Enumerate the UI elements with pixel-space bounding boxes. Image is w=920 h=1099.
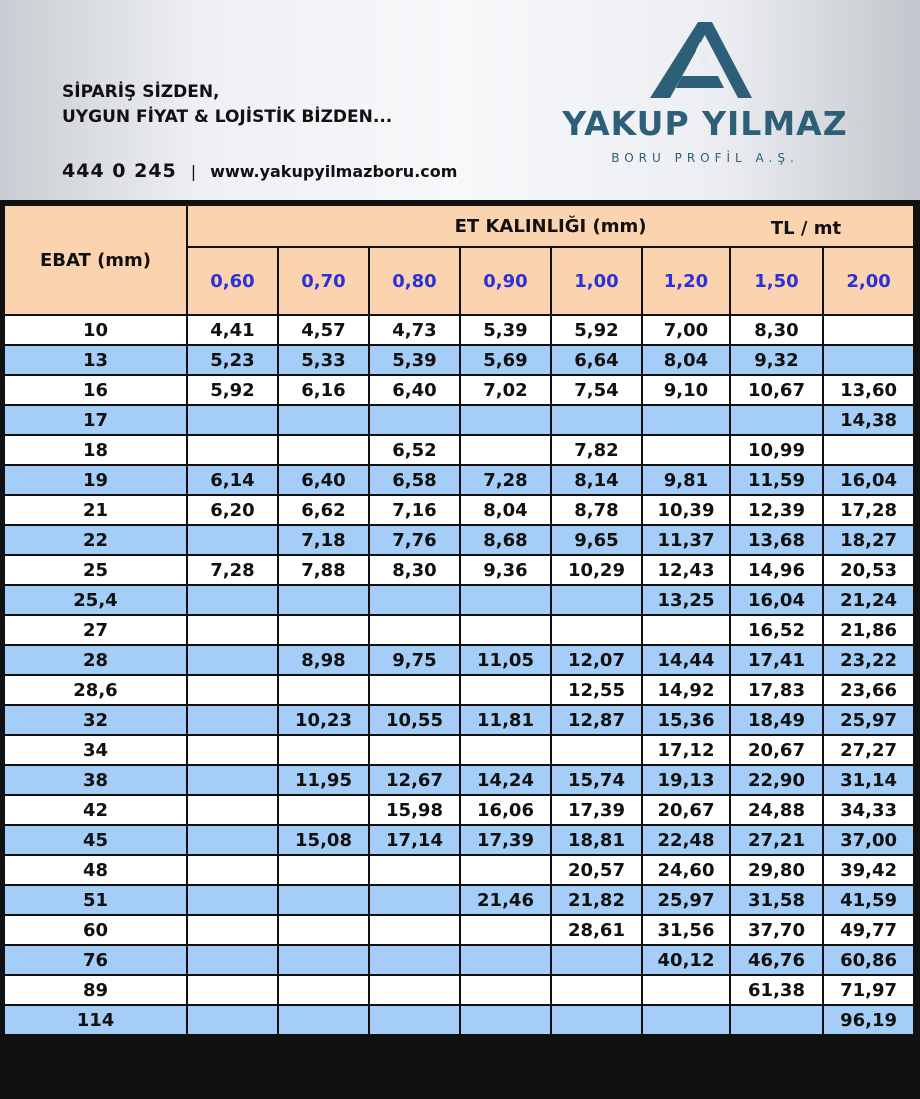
price-cell: 7,28 (187, 555, 278, 585)
price-cell: 7,00 (642, 315, 730, 345)
price-cell (187, 435, 278, 465)
price-cell: 6,40 (278, 465, 369, 495)
thickness-header-cell: 0,80 (369, 247, 460, 315)
price-cell: 6,14 (187, 465, 278, 495)
price-cell (369, 915, 460, 945)
price-cell (187, 405, 278, 435)
price-cell: 19,13 (642, 765, 730, 795)
price-cell: 7,82 (551, 435, 642, 465)
price-cell: 40,12 (642, 945, 730, 975)
price-cell: 5,92 (187, 375, 278, 405)
price-cell: 11,95 (278, 765, 369, 795)
price-table-frame (0, 200, 920, 1099)
price-cell: 31,56 (642, 915, 730, 945)
table-row (4, 465, 914, 495)
table-row (4, 585, 914, 615)
price-cell (187, 975, 278, 1005)
price-cell: 14,92 (642, 675, 730, 705)
size-cell: 45 (4, 825, 187, 855)
price-cell: 10,55 (369, 705, 460, 735)
price-cell: 60,86 (823, 945, 914, 975)
table-row (4, 525, 914, 555)
price-cell (187, 885, 278, 915)
price-cell: 17,12 (642, 735, 730, 765)
price-cell (278, 405, 369, 435)
price-cell: 10,29 (551, 555, 642, 585)
price-cell (278, 1005, 369, 1035)
price-cell: 4,57 (278, 315, 369, 345)
price-cell: 6,40 (369, 375, 460, 405)
table-row (4, 795, 914, 825)
price-cell: 12,55 (551, 675, 642, 705)
price-cell: 8,68 (460, 525, 551, 555)
price-cell (460, 1005, 551, 1035)
price-cell: 17,39 (551, 795, 642, 825)
price-cell (278, 615, 369, 645)
price-cell: 8,78 (551, 495, 642, 525)
price-cell (369, 405, 460, 435)
price-cell: 20,57 (551, 855, 642, 885)
size-column-header: EBAT (mm) (4, 205, 187, 315)
price-cell (369, 585, 460, 615)
price-cell (460, 435, 551, 465)
unit-header-label: TL / mt (770, 218, 842, 239)
price-cell: 17,14 (369, 825, 460, 855)
price-cell: 61,38 (730, 975, 823, 1005)
price-cell: 9,10 (642, 375, 730, 405)
price-cell (187, 765, 278, 795)
size-cell: 60 (4, 915, 187, 945)
table-row (4, 645, 914, 675)
price-cell (642, 405, 730, 435)
price-cell: 34,33 (823, 795, 914, 825)
price-cell: 12,87 (551, 705, 642, 735)
price-cell: 13,60 (823, 375, 914, 405)
size-cell: 22 (4, 525, 187, 555)
price-cell (187, 915, 278, 945)
price-cell (460, 735, 551, 765)
price-cell: 9,65 (551, 525, 642, 555)
price-cell: 31,14 (823, 765, 914, 795)
price-cell: 18,81 (551, 825, 642, 855)
price-cell (551, 615, 642, 645)
price-cell: 6,20 (187, 495, 278, 525)
price-cell: 11,59 (730, 465, 823, 495)
price-cell: 4,41 (187, 315, 278, 345)
price-cell: 15,36 (642, 705, 730, 735)
price-cell: 17,41 (730, 645, 823, 675)
price-cell: 9,81 (642, 465, 730, 495)
price-cell (369, 675, 460, 705)
price-cell (278, 675, 369, 705)
price-cell: 5,33 (278, 345, 369, 375)
price-cell (730, 405, 823, 435)
price-cell: 23,66 (823, 675, 914, 705)
slogan-line-1: SİPARİŞ SİZDEN, (62, 82, 220, 102)
table-header (4, 205, 914, 315)
price-cell: 9,36 (460, 555, 551, 585)
size-cell: 28,6 (4, 675, 187, 705)
price-cell (278, 585, 369, 615)
price-cell (460, 675, 551, 705)
price-cell: 12,43 (642, 555, 730, 585)
price-cell: 12,67 (369, 765, 460, 795)
price-cell (369, 615, 460, 645)
price-cell: 11,05 (460, 645, 551, 675)
price-cell: 20,67 (642, 795, 730, 825)
size-cell: 10 (4, 315, 187, 345)
thickness-header-label: ET KALINLIĞI (mm) (454, 215, 647, 237)
price-cell: 5,92 (551, 315, 642, 345)
table-row (4, 855, 914, 885)
thickness-header (187, 205, 914, 247)
size-cell: 32 (4, 705, 187, 735)
price-cell: 21,24 (823, 585, 914, 615)
price-cell: 5,69 (460, 345, 551, 375)
price-cell (369, 855, 460, 885)
price-cell (187, 525, 278, 555)
price-cell: 7,76 (369, 525, 460, 555)
price-cell: 27,27 (823, 735, 914, 765)
price-cell: 25,97 (823, 705, 914, 735)
price-cell: 11,81 (460, 705, 551, 735)
price-cell: 8,14 (551, 465, 642, 495)
price-cell: 21,46 (460, 885, 551, 915)
thickness-header-cell: 0,90 (460, 247, 551, 315)
price-cell (642, 435, 730, 465)
contact-separator: | (190, 162, 197, 181)
brand-name: YAKUP YILMAZ (562, 104, 848, 143)
table-row (4, 825, 914, 855)
price-cell (551, 735, 642, 765)
thickness-header-cell: 1,20 (642, 247, 730, 315)
table-row (4, 765, 914, 795)
price-cell: 9,32 (730, 345, 823, 375)
price-cell: 5,39 (460, 315, 551, 345)
size-cell: 76 (4, 945, 187, 975)
price-cell: 5,23 (187, 345, 278, 375)
price-cell: 25,97 (642, 885, 730, 915)
price-cell: 14,44 (642, 645, 730, 675)
table-row (4, 975, 914, 1005)
price-cell: 46,76 (730, 945, 823, 975)
price-cell: 7,28 (460, 465, 551, 495)
price-cell: 21,86 (823, 615, 914, 645)
price-cell: 10,23 (278, 705, 369, 735)
price-cell: 21,82 (551, 885, 642, 915)
price-cell: 9,75 (369, 645, 460, 675)
thickness-header-cell: 0,70 (278, 247, 369, 315)
table-row (4, 705, 914, 735)
price-cell: 7,18 (278, 525, 369, 555)
price-cell (460, 975, 551, 1005)
price-cell (187, 645, 278, 675)
price-cell: 8,30 (730, 315, 823, 345)
price-cell (369, 1005, 460, 1035)
price-cell (642, 1005, 730, 1035)
price-table-body (4, 315, 914, 1035)
size-cell: 28 (4, 645, 187, 675)
price-cell: 8,04 (642, 345, 730, 375)
price-cell (369, 975, 460, 1005)
price-cell: 14,38 (823, 405, 914, 435)
price-cell: 24,88 (730, 795, 823, 825)
price-cell (278, 855, 369, 885)
price-cell: 28,61 (551, 915, 642, 945)
price-cell: 37,70 (730, 915, 823, 945)
price-cell: 8,98 (278, 645, 369, 675)
price-cell: 14,24 (460, 765, 551, 795)
price-cell (460, 585, 551, 615)
table-row (4, 945, 914, 975)
price-table (3, 204, 915, 1036)
price-cell (187, 825, 278, 855)
price-cell (730, 1005, 823, 1035)
price-cell: 7,02 (460, 375, 551, 405)
size-cell: 48 (4, 855, 187, 885)
table-row (4, 885, 914, 915)
slogan (62, 80, 392, 130)
size-cell: 21 (4, 495, 187, 525)
table-row (4, 615, 914, 645)
price-cell: 6,52 (369, 435, 460, 465)
price-cell: 16,04 (823, 465, 914, 495)
company-logo-icon (648, 20, 760, 100)
price-cell (551, 585, 642, 615)
price-cell (551, 405, 642, 435)
brand-tagline: BORU PROFİL A.Ş. (611, 151, 799, 165)
table-row (4, 315, 914, 345)
price-cell: 17,83 (730, 675, 823, 705)
price-cell (187, 855, 278, 885)
table-row (4, 495, 914, 525)
size-cell: 114 (4, 1005, 187, 1035)
price-cell: 10,67 (730, 375, 823, 405)
price-cell: 15,08 (278, 825, 369, 855)
price-cell: 71,97 (823, 975, 914, 1005)
price-cell: 16,06 (460, 795, 551, 825)
price-cell: 11,37 (642, 525, 730, 555)
table-row (4, 675, 914, 705)
price-cell: 16,04 (730, 585, 823, 615)
price-cell (187, 615, 278, 645)
thickness-header-cell: 1,50 (730, 247, 823, 315)
price-cell: 22,48 (642, 825, 730, 855)
price-cell: 49,77 (823, 915, 914, 945)
price-cell: 22,90 (730, 765, 823, 795)
price-cell: 4,73 (369, 315, 460, 345)
size-cell: 25 (4, 555, 187, 585)
table-row (4, 555, 914, 585)
price-cell (551, 945, 642, 975)
price-cell (369, 885, 460, 915)
price-cell: 18,27 (823, 525, 914, 555)
price-cell: 24,60 (642, 855, 730, 885)
price-cell: 12,39 (730, 495, 823, 525)
price-cell: 12,07 (551, 645, 642, 675)
price-cell (278, 945, 369, 975)
price-cell (278, 975, 369, 1005)
price-cell (187, 945, 278, 975)
size-cell: 17 (4, 405, 187, 435)
price-cell: 10,99 (730, 435, 823, 465)
price-cell: 20,67 (730, 735, 823, 765)
price-cell (823, 345, 914, 375)
size-cell: 34 (4, 735, 187, 765)
price-cell: 15,98 (369, 795, 460, 825)
phone-number: 444 0 245 (62, 160, 177, 182)
table-row (4, 405, 914, 435)
price-cell (642, 615, 730, 645)
size-cell: 38 (4, 765, 187, 795)
price-cell: 7,54 (551, 375, 642, 405)
price-cell: 13,68 (730, 525, 823, 555)
size-cell: 25,4 (4, 585, 187, 615)
price-cell: 37,00 (823, 825, 914, 855)
size-cell: 13 (4, 345, 187, 375)
price-cell: 16,52 (730, 615, 823, 645)
price-cell (460, 915, 551, 945)
price-cell (187, 675, 278, 705)
price-cell: 18,49 (730, 705, 823, 735)
price-cell (187, 1005, 278, 1035)
size-cell: 89 (4, 975, 187, 1005)
price-cell (278, 795, 369, 825)
price-cell: 8,04 (460, 495, 551, 525)
size-cell: 18 (4, 435, 187, 465)
price-cell (369, 945, 460, 975)
price-cell (278, 915, 369, 945)
price-cell: 6,62 (278, 495, 369, 525)
price-cell: 5,39 (369, 345, 460, 375)
slogan-line-2: UYGUN FİYAT & LOJİSTİK BİZDEN... (62, 107, 393, 127)
price-cell: 27,21 (730, 825, 823, 855)
price-cell: 96,19 (823, 1005, 914, 1035)
price-cell: 13,25 (642, 585, 730, 615)
price-cell (642, 975, 730, 1005)
price-cell: 15,74 (551, 765, 642, 795)
price-cell (278, 885, 369, 915)
price-cell: 29,80 (730, 855, 823, 885)
price-cell: 6,64 (551, 345, 642, 375)
size-cell: 42 (4, 795, 187, 825)
price-cell (460, 405, 551, 435)
price-cell (278, 735, 369, 765)
table-row (4, 735, 914, 765)
thickness-header-cell: 1,00 (551, 247, 642, 315)
thickness-header-cell: 2,00 (823, 247, 914, 315)
price-cell (187, 735, 278, 765)
table-row (4, 1005, 914, 1035)
price-cell: 39,42 (823, 855, 914, 885)
price-cell: 10,39 (642, 495, 730, 525)
price-cell: 6,58 (369, 465, 460, 495)
price-cell (823, 435, 914, 465)
price-cell (187, 795, 278, 825)
price-cell (278, 435, 369, 465)
thickness-header-cell: 0,60 (187, 247, 278, 315)
contact-line (62, 160, 457, 182)
price-cell (551, 1005, 642, 1035)
price-cell: 17,28 (823, 495, 914, 525)
price-cell (187, 585, 278, 615)
price-cell (460, 855, 551, 885)
price-cell: 14,96 (730, 555, 823, 585)
page-header (0, 0, 920, 200)
price-cell: 17,39 (460, 825, 551, 855)
price-cell: 7,16 (369, 495, 460, 525)
price-cell: 23,22 (823, 645, 914, 675)
size-cell: 19 (4, 465, 187, 495)
table-row (4, 345, 914, 375)
size-cell: 27 (4, 615, 187, 645)
table-row (4, 435, 914, 465)
price-cell (551, 975, 642, 1005)
price-cell (369, 735, 460, 765)
price-cell (187, 705, 278, 735)
price-cell: 8,30 (369, 555, 460, 585)
size-cell: 16 (4, 375, 187, 405)
price-cell: 20,53 (823, 555, 914, 585)
website-link[interactable]: www.yakupyilmazboru.com (210, 162, 458, 181)
size-cell: 51 (4, 885, 187, 915)
table-row (4, 915, 914, 945)
price-cell: 7,88 (278, 555, 369, 585)
price-cell (460, 945, 551, 975)
price-cell: 31,58 (730, 885, 823, 915)
price-cell: 41,59 (823, 885, 914, 915)
price-cell (460, 615, 551, 645)
price-cell (823, 315, 914, 345)
price-cell: 6,16 (278, 375, 369, 405)
table-row (4, 375, 914, 405)
